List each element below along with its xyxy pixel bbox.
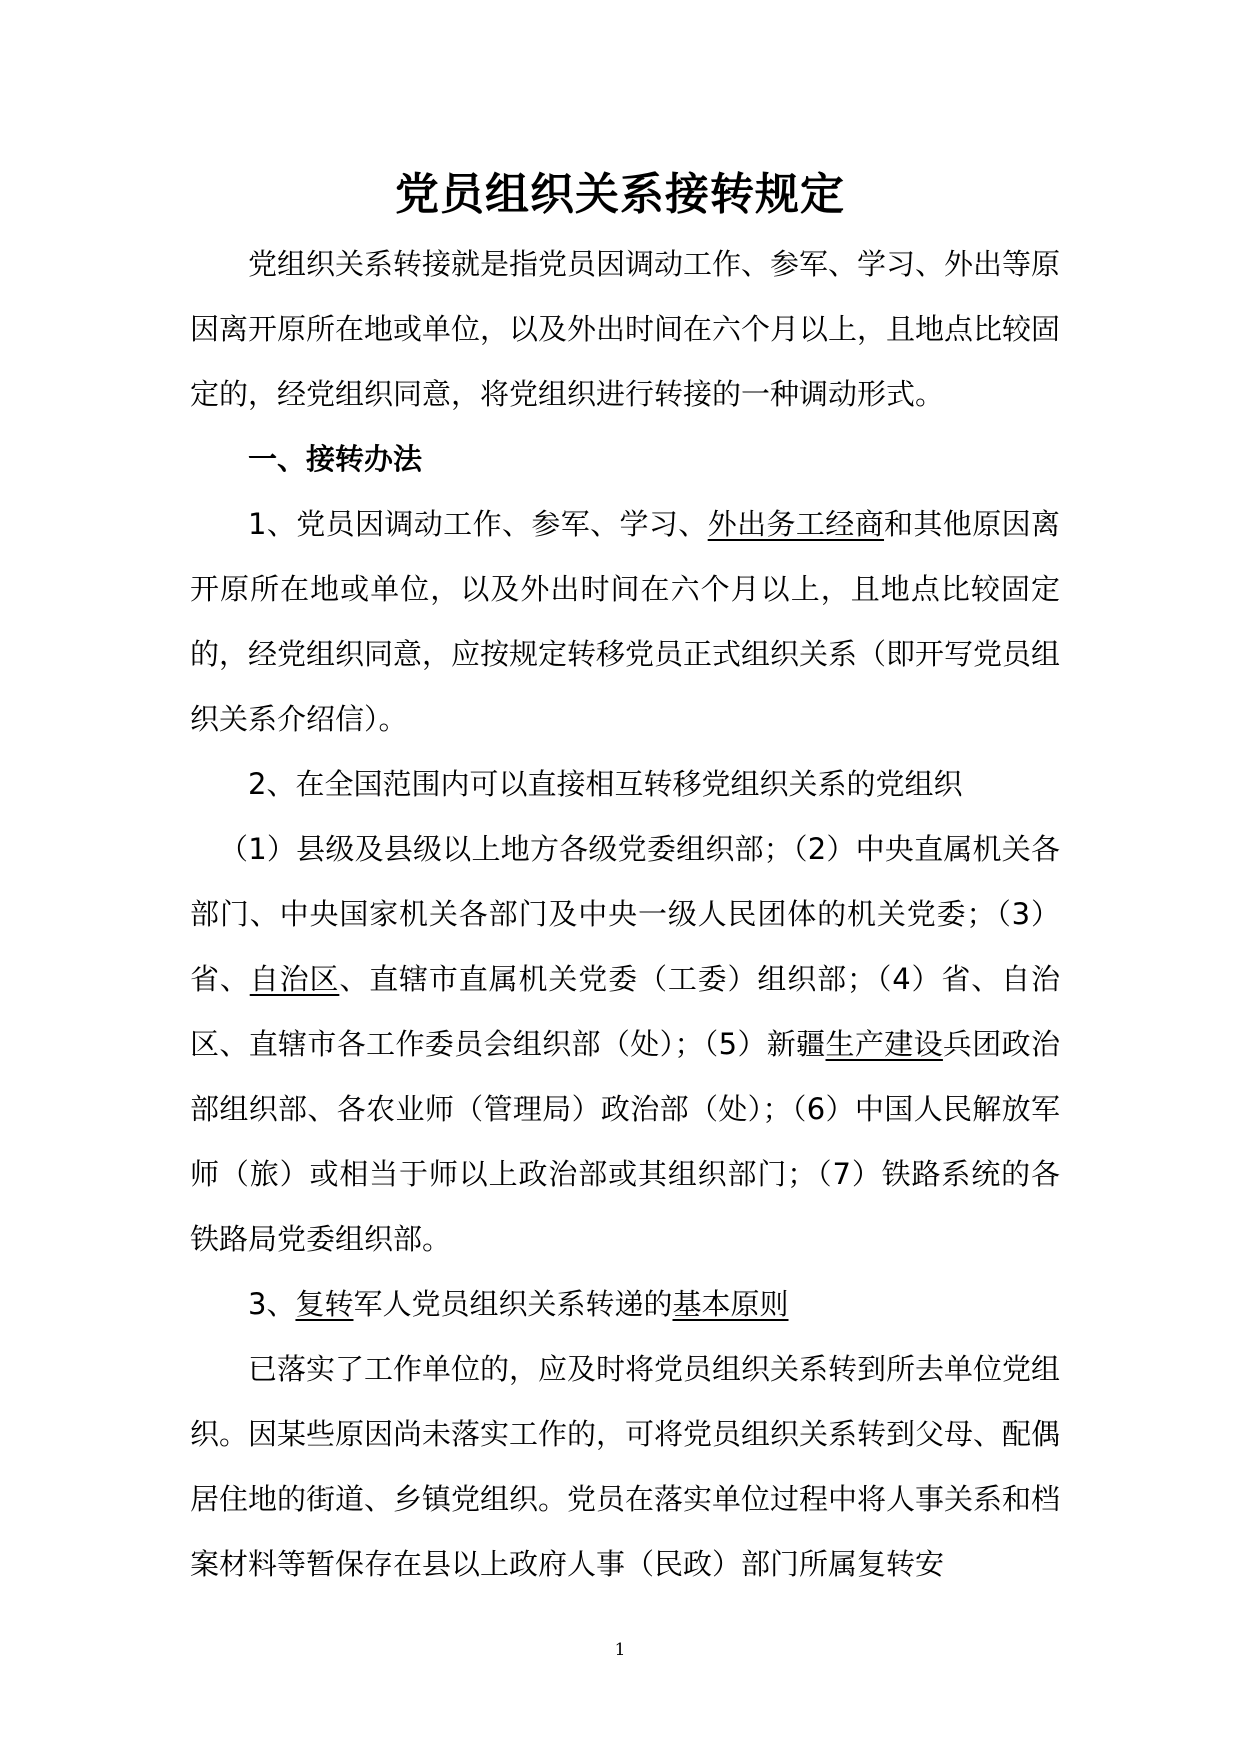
organization-list-paragraph bbox=[190, 817, 1060, 1272]
underlined-term: 复转 bbox=[295, 1287, 354, 1321]
document-title: 党员组织关系接转规定 bbox=[395, 169, 845, 220]
paragraph-text: 、直辖市直属机关党委（工委）组织部；（4）省、自治区、直辖市各工作委员会组织部（处）；（5）新疆 bbox=[190, 962, 1060, 1061]
paragraph-text: 和其他原因离开原所在地或单位，以及外出时间在六个月以上，且地点比较固定的，经党组织同意，应按规定转移党员正式组织关系（即开写党员组织关系介绍信）。 bbox=[190, 507, 1061, 736]
paragraph-item-2: 2、在全国范围内可以直接相互转移党组织关系的党组织 bbox=[248, 767, 963, 801]
underlined-term: 自治区 bbox=[249, 962, 340, 996]
paragraph-text: 1、党员因调动工作、参军、学习、 bbox=[248, 507, 708, 541]
paragraph-item-1 bbox=[190, 492, 1060, 752]
paragraph-text: （1）县级及县级以上地方各级党委组织部；（2）中央直属机关各部门、中央国家机关各部门及中央一级人民团体的机关党委；（3）省、 bbox=[190, 832, 1060, 996]
intro-paragraph: 党组织关系转接就是指党员因调动工作、参军、学习、外出等原因离开原所在地或单位，以及外出时间在六个月以上，且地点比较固定的，经党组织同意，将党组织进行转接的一种调动形式。 bbox=[190, 247, 1061, 411]
paragraph-item-3 bbox=[190, 1272, 1060, 1337]
document-body bbox=[190, 232, 1060, 1597]
principle-paragraph: 已落实了工作单位的，应及时将党员组织关系转到所去单位党组织。因某些原因尚未落实工作的，可将党员组织关系转到父母、配偶居住地的街道、乡镇党组织。党员在落实单位过程中将人事关系和档案材料等暂保存在县以上政府人事（民政）部门所属复转安 bbox=[190, 1352, 1061, 1581]
section-heading: 一、接转办法 bbox=[248, 442, 423, 476]
underlined-term: 生产建设 bbox=[825, 1027, 943, 1061]
page-number: 1 bbox=[614, 1640, 626, 1660]
paragraph-text: 兵团政治部组织部、各农业师（管理局）政治部（处）；（6）中国人民解放军师（旅）或相当于师以上政治部或其组织部门；（7）铁路系统的各铁路局党委组织部。 bbox=[190, 1027, 1060, 1256]
underlined-term: 基本原则 bbox=[672, 1287, 789, 1321]
paragraph-text: 军人党员组织关系转递的 bbox=[353, 1287, 673, 1321]
underlined-term: 外出务工经商 bbox=[707, 507, 885, 541]
paragraph-text: 3、 bbox=[248, 1287, 296, 1321]
